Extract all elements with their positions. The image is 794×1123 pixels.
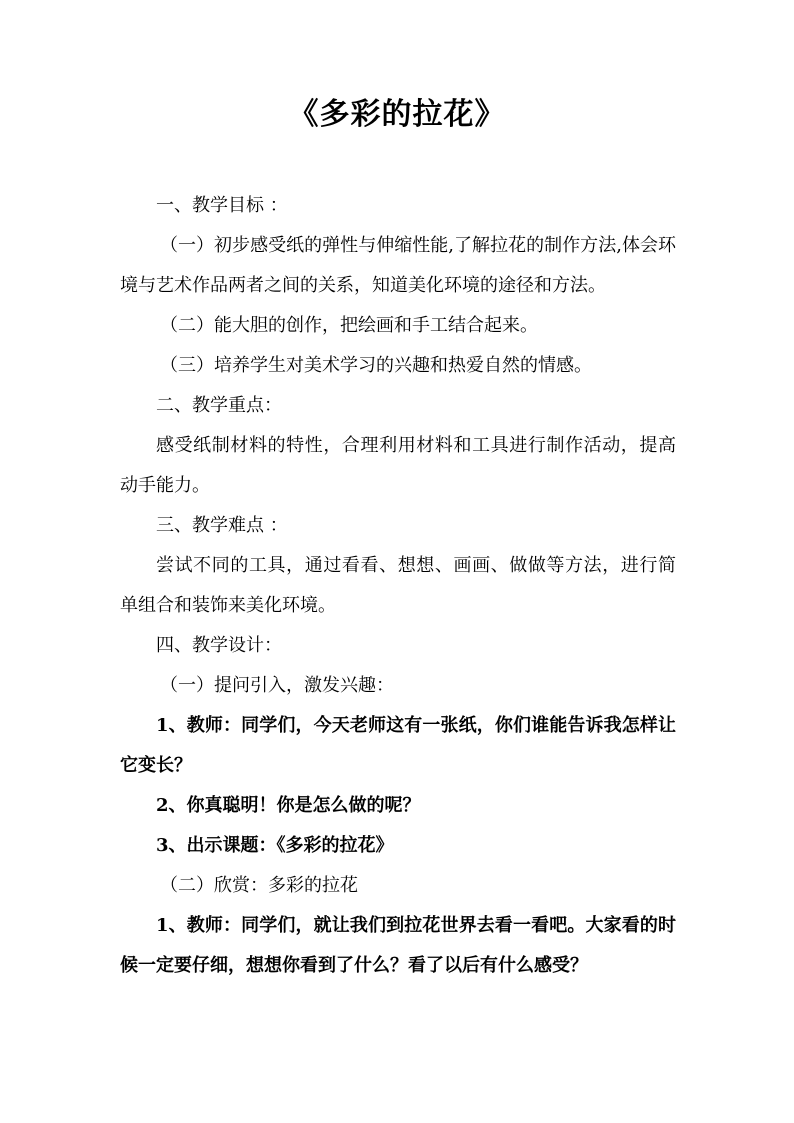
section-heading-objectives: 一、教学目标 ： (156, 195, 288, 216)
design-part-1-step-1: 1、教师：同学们，今天老师这有一张纸，你们谁能告诉我怎样让它变长？ (120, 715, 676, 776)
document-title: 《多彩的拉花》 (288, 97, 506, 132)
design-part-1-step-3: 3、出示课题：《多彩的拉花》 (156, 835, 394, 856)
design-part-1-heading: （一）提问引入，激发兴趣： (160, 675, 394, 696)
objective-2: （二）能大胆的创作，把绘画和手工结合起来。 (160, 315, 538, 336)
section-heading-design: 四、教学设计： (156, 635, 282, 656)
section-heading-difficulties: 三、教学难点 ： (156, 515, 288, 536)
objective-1: （一）初步感受纸的弹性与伸缩性能,了解拉花的制作方法,体会环境与艺术作品两者之间的关系，知道美化环境的途径和方法。 (120, 235, 676, 296)
key-points-text: 感受纸制材料的特性，合理利用材料和工具进行制作活动，提高动手能力。 (120, 435, 676, 496)
difficulties-text: 尝试不同的工具，通过看看、想想、画画、做做等方法，进行简单组合和装饰来美化环境。 (120, 555, 676, 616)
design-part-1-step-2: 2、你真聪明！你是怎么做的呢？ (156, 795, 421, 816)
section-heading-key-points: 二、教学重点： (156, 395, 282, 416)
objective-3: （三）培养学生对美术学习的兴趣和热爱自然的情感。 (160, 355, 592, 376)
design-part-2-heading: （二）欣赏：多彩的拉花 (160, 875, 358, 896)
document-body (120, 186, 676, 986)
design-part-2-step-1: 1、教师：同学们，就让我们到拉花世界去看一看吧。大家看的时候一定要仔细，想想你看到了什么？看了以后有什么感受？ (120, 915, 676, 976)
